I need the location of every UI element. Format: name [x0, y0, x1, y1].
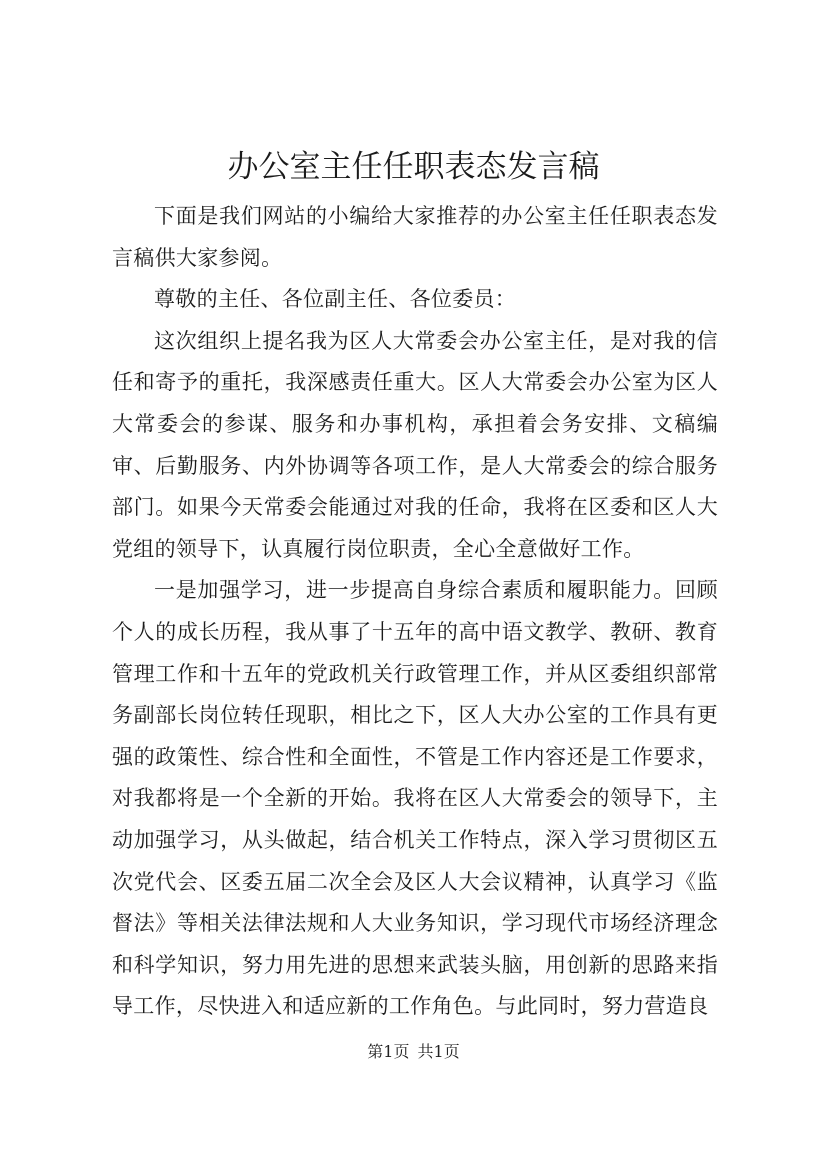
document-body [112, 196, 718, 1028]
page-unit: 页 [393, 1042, 410, 1061]
document-title: 办公室主任任职表态发言稿 [227, 149, 600, 185]
intro-paragraph: 下面是我们网站的小编给大家推荐的办公室主任任职表态发言稿供大家参阅。 [112, 204, 718, 270]
body-paragraph: 这次组织上提名我为区人大常委会办公室主任，是对我的信任和寄予的重托，我深感责任重大。区人大常委会办公室为区人大常委会的参谋、服务和办事机构，承担着会务安排、文稿编审、后勤服务、内外协调等各项工作，是人大常委会的综合服务部门。如果今天常委会能通过对我的任命，我将在区委和区人大党组的领导下，认真履行岗位职责，全心全意做好工作。 [112, 328, 718, 561]
total-unit: 页 [443, 1042, 460, 1061]
total-label: 共 [417, 1042, 434, 1061]
page-label: 第 [367, 1042, 384, 1061]
salutation-paragraph: 尊敬的主任、各位副主任、各位委员： [154, 287, 517, 312]
total-pages: 1 [433, 1042, 444, 1061]
page-footer [0, 1040, 827, 1064]
page-number: 1 [383, 1042, 394, 1061]
body-paragraph: 一是加强学习，进一步提高自身综合素质和履职能力。回顾个人的成长历程，我从事了十五年的高中语文教学、教研、教育管理工作和十五年的党政机关行政管理工作，并从区委组织部常务副部长岗位转任现职，相比之下，区人大办公室的工作具有更强的政策性、综合性和全面性，不管是工作内容还是工作要求，对我都将是一个全新的开始。我将在区人大常委会的领导下，主动加强学习，从头做起，结合机关工作特点，深入学习贯彻区五次党代会、区委五届二次全会及区人大会议精神，认真学习《监督法》等相关法律法规和人大业务知识，学习现代市场经济理念和科学知识，努力用先进的思想来武装头脑，用创新的思路来指导工作，尽快进入和适应新的工作角色。与此同时，努力营造良 [112, 578, 718, 1019]
